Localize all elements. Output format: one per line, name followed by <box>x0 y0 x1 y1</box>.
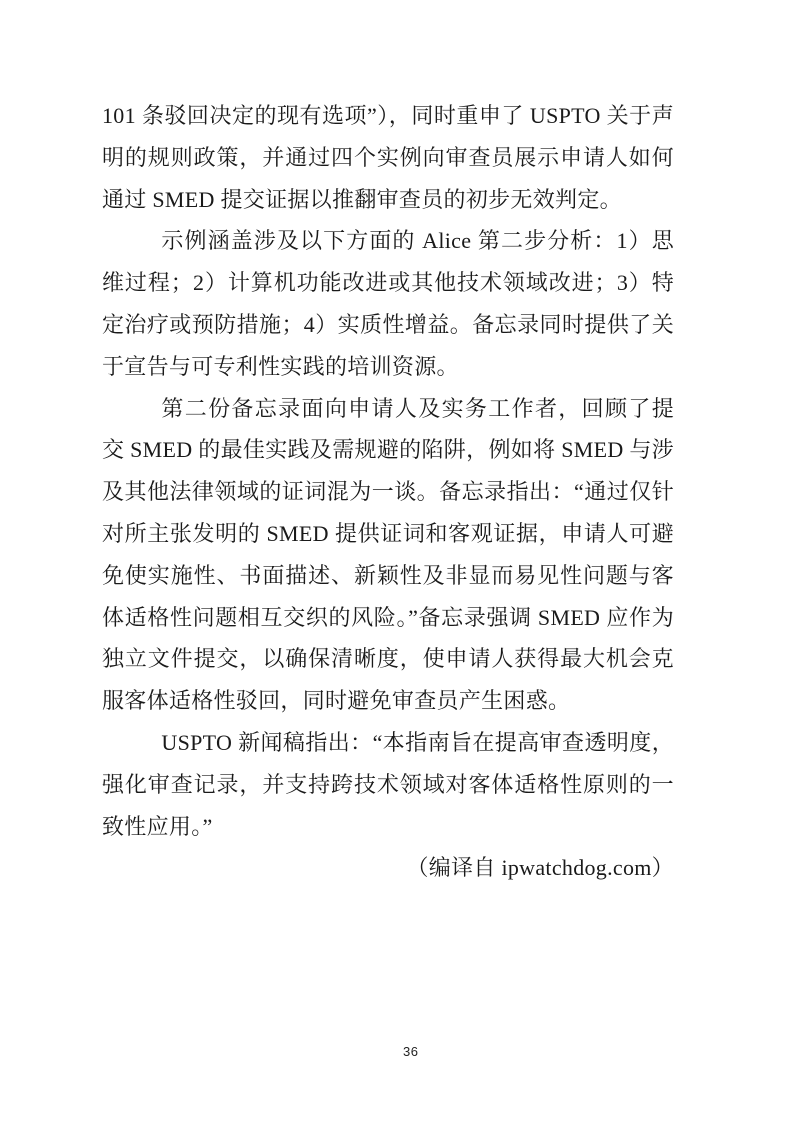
paragraph-alice-analysis: 示例涵盖涉及以下方面的 Alice 第二步分析：1）思维过程；2）计算机功能改进或其他技术领域改进；3）特定治疗或预防措施；4）实质性增益。备忘录同时提供了关于宣告与可专利性实践的培训资源。 <box>102 228 674 379</box>
paragraph-continuation: 101 条驳回决定的现有选项”），同时重申了 USPTO 关于声明的规则政策，并通过四个实例向审查员展示申请人如何通过 SMED 提交证据以推翻审查员的初步无效判定。 <box>102 103 674 212</box>
paragraph-second-memo: 第二份备忘录面向申请人及实务工作者，回顾了提交 SMED 的最佳实践及需规避的陷阱，例如将 SMED 与涉及其他法律领域的证词混为一谈。备忘录指出：“通过仅针对所主张发明的 SMED 提供证词和客观证据，申请人可避免使实施性、书面描述、新颖性及非显而易见性问题与客体适格性问题相互交织的风险。”备忘录强调 SMED 应作为独立文件提交，以确保清晰度，使申请人获得最大机会克服客体适格性驳回，同时避免审查员产生困惑。 <box>102 395 674 714</box>
page-number: 36 <box>403 1044 419 1059</box>
attribution-line: （编译自 ipwatchdog.com） <box>406 855 674 881</box>
paragraph-uspto-press: USPTO 新闻稿指出：“本指南旨在提高审查透明度，强化审查记录，并支持跨技术领域对客体适格性原则的一致性应用。” <box>102 729 674 839</box>
text-block <box>102 95 674 889</box>
